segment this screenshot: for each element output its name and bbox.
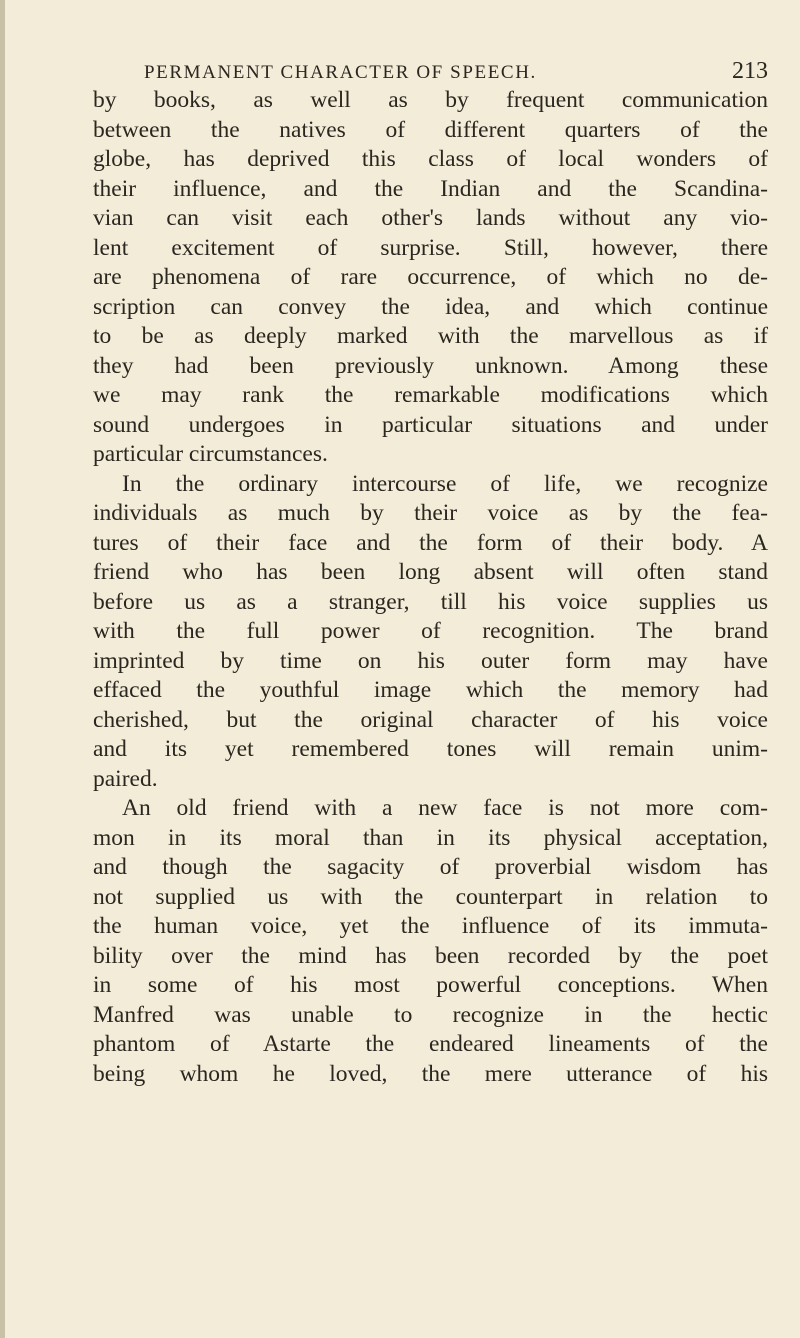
running-head: PERMANENT CHARACTER OF SPEECH. [144, 62, 537, 83]
text-line: are phenomena of rare occurrence, of which no de- [93, 264, 768, 290]
text-line: with the full power of recognition. The brand [93, 618, 768, 644]
text-line: being whom he loved, the mere utterance of his [93, 1060, 768, 1087]
text-line: to be as deeply marked with the marvellous as if [93, 323, 768, 349]
text-line: paired. [93, 765, 158, 792]
text-line: globe, has deprived this class of local wonders of [93, 146, 768, 172]
text-line: and though the sagacity of proverbial wisdom has [93, 854, 768, 880]
body-text [93, 86, 768, 1089]
text-line: particular circumstances. [93, 441, 328, 467]
text-line: effaced the youthful image which the memory had [93, 677, 768, 703]
text-line: they had been previously unknown. Among these [93, 352, 768, 379]
text-line: friend who has been long absent will often stand [93, 559, 768, 585]
text-line: phantom of Astarte the endeared lineaments of the [93, 1031, 768, 1057]
text-line: Manfred was unable to recognize in the hectic [93, 1001, 768, 1028]
text-line: their influence, and the Indian and the Scandina- [93, 175, 768, 202]
text-line: lent excitement of surprise. Still, however, there [93, 234, 768, 261]
text-line: before us as a stranger, till his voice supplies us [93, 588, 768, 615]
text-line: vian can visit each other's lands without any vio- [93, 205, 768, 231]
text-line: between the natives of different quarters of the [93, 116, 768, 143]
text-line: bility over the mind has been recorded by the poet [93, 942, 768, 969]
text-line: individuals as much by their voice as by the fea- [93, 500, 768, 526]
text-line: sound undergoes in particular situations and under [93, 411, 768, 438]
text-line: the human voice, yet the influence of its immuta- [93, 913, 768, 939]
text-line: not supplied us with the counterpart in relation to [93, 883, 768, 910]
page-left-edge [0, 0, 5, 1338]
text-line: An old friend with a new face is not more com- [122, 795, 768, 821]
text-line: by books, as well as by frequent communication [93, 87, 768, 113]
text-line: imprinted by time on his outer form may have [93, 647, 768, 674]
text-line: mon in its moral than in its physical acceptation, [93, 824, 768, 851]
text-line: In the ordinary intercourse of life, we recognize [122, 470, 768, 497]
text-line: scription can convey the idea, and which continue [93, 293, 768, 320]
text-line: we may rank the remarkable modifications which [93, 382, 768, 408]
text-line: cherished, but the original character of his voice [93, 706, 768, 733]
page-number: 213 [732, 58, 768, 84]
text-line: tures of their face and the form of their body. A [93, 529, 768, 556]
text-line: and its yet remembered tones will remain unim- [93, 736, 768, 762]
text-line: in some of his most powerful conceptions. When [93, 972, 768, 998]
